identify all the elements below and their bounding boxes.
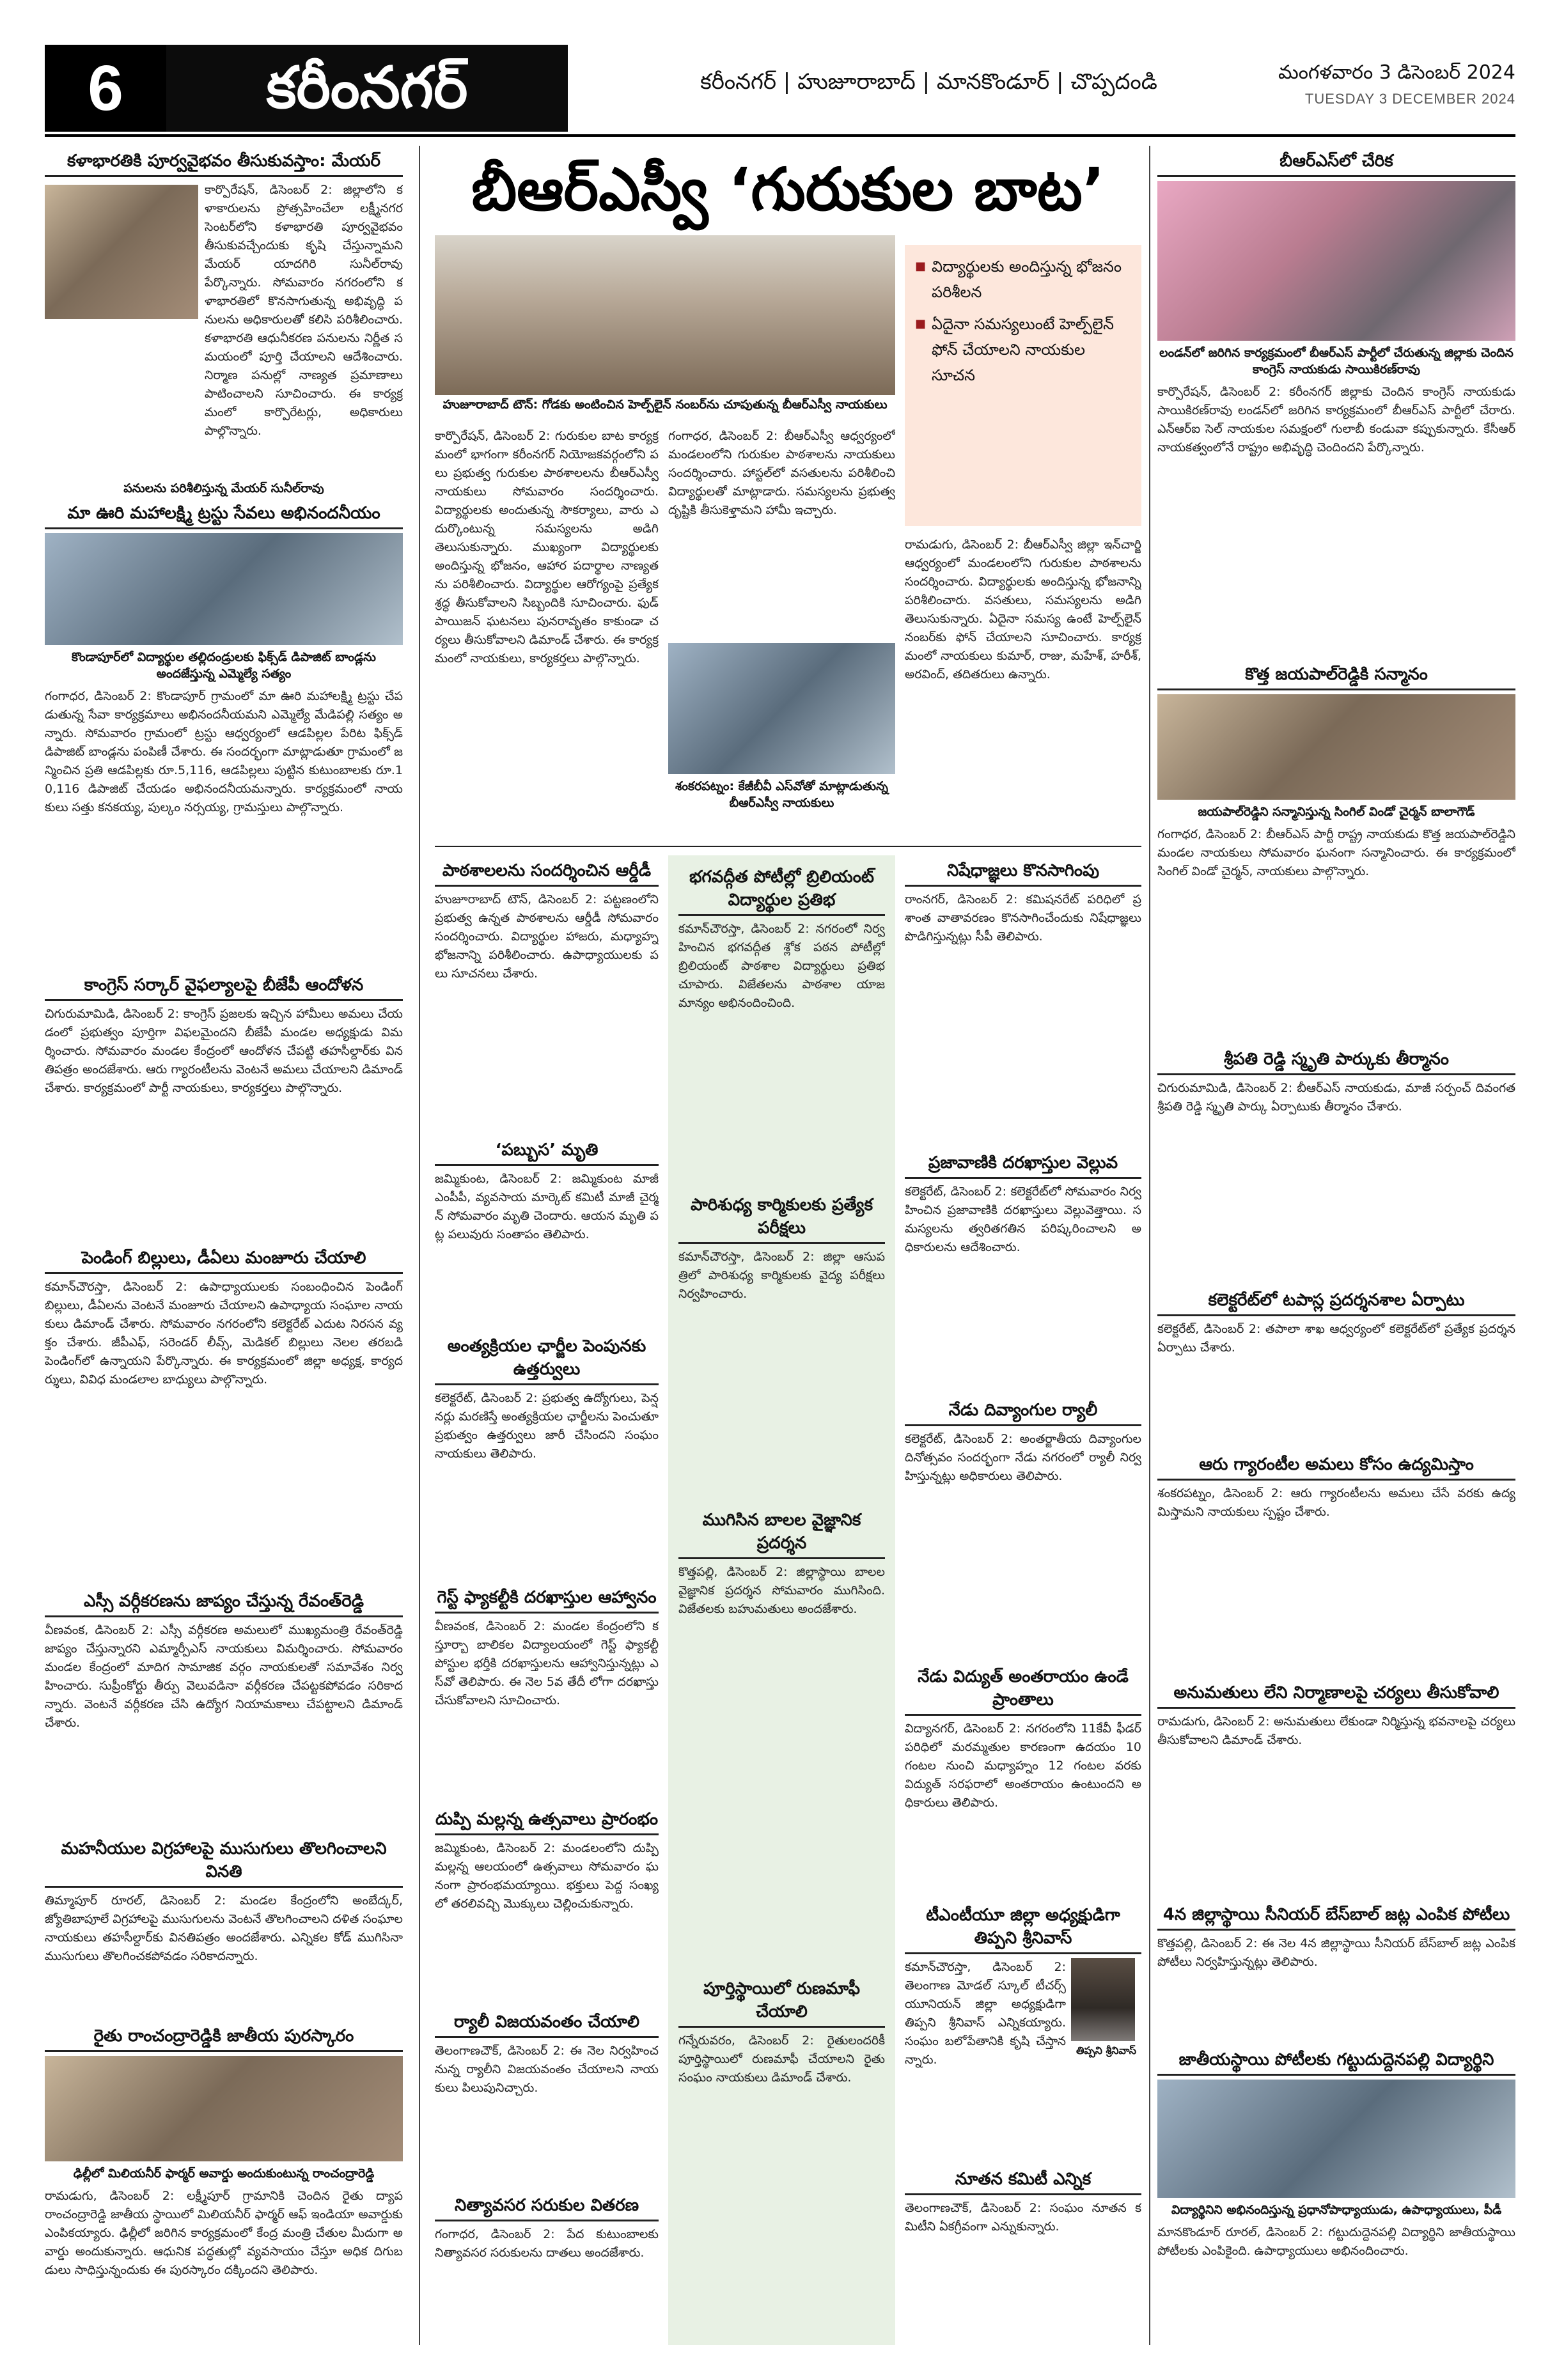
article-text: గంగాధర, డిసెంబర్ 2: కొండాపూర్ గ్రామంలో మా ఊరి మహాలక్ష్మి ట్రస్టు చేపడుతున్న సేవా కార్యక్రమాలు అభినందనీయమని ఎమ్మెల్యే మేడిపల్లి సత్యం అన్నారు. సోమవారం గ్రామంలో ట్రస్టు ఆధ్వర్యంలో ఆడపిల్లల పేరిట ఫిక్స్‌డ్ డిపాజిట్ బాండ్లను పంపిణీ చేశారు. ఈ సందర్భంగా మాట్లాడుతూ గ్రామంలో జన్మించిన ప్రతి ఆడపిల్లకు రూ.5,116, ఆడపిల్లలు పుట్టిన కుటుంబాలకు రూ.10,116 డిపాజిట్ చేయడం అభినందనీయమన్నారు. కార్యక్రమంలో నాయకులు సత్తు కనకయ్య, పుల్కం నర్సయ్య, గ్రామస్తులు పాల్గొన్నారు. (45, 689, 403, 814)
photo-srinivas (1071, 1958, 1135, 2041)
article-text: గంగాధర, డిసెంబర్ 2: బీఆర్ఎస్వీ ఆధ్వర్యంలో మండలంలోని గురుకుల పాఠశాలను నాయకులు సందర్శించారు. హాస్టల్‌లో వసతులను పరిశీలించి విద్యార్థులతో మాట్లాడారు. సమస్యలను ప్రభుత్వ దృష్టికి తీసుకెళ్తామని హామీ ఇచ్చారు. (668, 429, 895, 517)
article-text: కలెక్టరేట్, డిసెంబర్ 2: ప్రభుత్వ ఉద్యోగులు, పెన్షనర్లు మరణిస్తే అంత్యక్రియల ఛార్జీలను పెంచుతూ ప్రభుత్వం ఉత్తర్వులు జారీ చేసిందని సంఘం నాయకులు తెలిపారు. (435, 1391, 659, 1461)
article-text: రామడుగు, డిసెంబర్ 2: లక్ష్మీపూర్ గ్రామానికి చెందిన రైతు ద్యాప రాంచంద్రారెడ్డి జాతీయ స్థాయిలో మిలియనీర్ ఫార్మర్ ఆఫ్ ఇండియా అవార్డుకు ఎంపికయ్యారు. ఢిల్లీలో జరిగిన కార్యక్రమంలో కేంద్ర మంత్రి చేతుల మీదుగా అవార్డు అందుకున్నారు. ఆధునిక పద్ధతుల్లో వ్యవసాయం చేస్తూ అధిక దిగుబడులు సాధిస్తున్నందుకు ఈ పురస్కారం దక్కిందని తెలిపారు. (45, 2189, 403, 2277)
photo-students (435, 235, 895, 395)
page-number: 6 (45, 45, 166, 132)
photo-caption: పనులను పరిశీలిస్తున్న మేయర్ సునీల్‌రావు (123, 481, 324, 495)
headline: నిత్యావసర సరుకుల వితరణ (435, 2194, 659, 2221)
headline: ప్రజావాణికి దరఖాస్తుల వెల్లువ (905, 1151, 1141, 1179)
headline: రైతు రాంచంద్రారెడ్డికి జాతీయ పురస్కారం (45, 2025, 403, 2052)
headline: నిషేధాజ్ఞలు కొనసాగింపు (905, 859, 1141, 887)
headline: కాంగ్రెస్ సర్కార్ వైఫల్యాలపై బీజేపీ ఆందోళన (45, 974, 403, 1001)
photo-caption: విద్యార్థినిని అభినందిస్తున్న ప్రధానోపాధ్యాయుడు, ఉపాధ్యాయులు, పీడీ (1171, 2203, 1502, 2217)
headline: పెండింగ్ బిల్లులు, డీఏలు మంజూరు చేయాలి (45, 1247, 403, 1274)
photo-kgbv (668, 643, 895, 774)
headline: 4న జిల్లాస్థాయి సీనియర్ బేస్‌బాల్ జట్ల ఎంపిక పోటీలు (1157, 1903, 1515, 1931)
article-text: కమాన్‌చౌరస్తా, డిసెంబర్ 2: ఉపాధ్యాయులకు సంబంధించిన పెండింగ్ బిల్లులు, డీఏలను వెంటనే మంజూరు చేయాలని ఉపాధ్యాయ సంఘాల నాయకులు డిమాండ్ చేశారు. సోమవారం నగరంలోని కలెక్టరేట్ ఎదుట నిరసన వ్యక్తం చేశారు. జీపీఎఫ్, సరెండర్ లీవ్స్, మెడికల్ బిల్లులు నెలల తరబడి పెండింగ్‌లో ఉన్నాయని పేర్కొన్నారు. ఈ కార్యక్రమంలో జిల్లా అధ్యక్ష, కార్యదర్శులు, వివిధ మండలాల బాధ్యులు పాల్గొన్నారు. (45, 1280, 403, 1387)
headline: మహనీయుల విగ్రహాలపై ముసుగులు తొలగించాలని వినతి (45, 1837, 403, 1888)
column-divider (419, 146, 420, 2345)
lead-story-left (435, 235, 895, 418)
photo-felicitation (1157, 694, 1515, 800)
headline: శ్రీపతి రెడ్డి స్మృతి పార్కుకు తీర్మానం (1157, 1048, 1515, 1075)
headline: దుప్పి మల్లన్న ఉత్సవాలు ప్రారంభం (435, 1808, 659, 1835)
subcol-3 (905, 855, 1141, 2332)
article-text: మానకొండూర్ రూరల్, డిసెంబర్ 2: గట్టుదుద్దెనపల్లి విద్యార్థిని జాతీయస్థాయి పోటీలకు ఎంపికైంది. ఉపాధ్యాయులు అభినందించారు. (1157, 2225, 1515, 2258)
article-text: కలెక్టరేట్, డిసెంబర్ 2: అంతర్జాతీయ దివ్యాంగుల దినోత్సవం సందర్భంగా నేడు నగరంలో ర్యాలీ నిర్వహిస్తున్నట్లు అధికారులు తెలిపారు. (905, 1432, 1141, 1483)
photo-joining (1157, 181, 1515, 341)
left-column (45, 146, 403, 2345)
headline: పూర్తిస్థాయిలో రుణమాఫీ చేయాలి (678, 1977, 885, 2028)
article-text: కలెక్టరేట్, డిసెంబర్ 2: కలెక్టరేట్‌లో సోమవారం నిర్వహించిన ప్రజావాణికి దరఖాస్తులు వెల్లువెత్తాయి. సమస్యలను త్వరితగతిన పరిష్కరించాలని అధికారులను ఆదేశించారు. (905, 1185, 1141, 1254)
photo-caption: శంకరపట్నం: కేజీబీవీ ఎస్‌వోతో మాట్లాడుతున్న బీఆర్ఎస్వీ నాయకులు (675, 779, 889, 810)
photo-caption: హుజూరాబాద్ టౌన్: గోడకు అంటించిన హెల్ప్‌లైన్ నంబర్‌ను చూపుతున్న బీఆర్ఎస్వీ నాయకులు (442, 398, 888, 412)
headline: ఆరు గ్యారంటీల అమలు కోసం ఉద్యమిస్తాం (1157, 1453, 1515, 1481)
article-text: గంగాధర, డిసెంబర్ 2: పేద కుటుంబాలకు నిత్యావసర సరుకులను దాతలు అందజేశారు. (435, 2227, 659, 2260)
highlight-item: ■ ఏదైనా సమస్యలుంటే హెల్ప్‌లైన్ ఫోన్ చేయాలని నాయకుల సూచన (915, 311, 1131, 388)
article-text: కొత్తపల్లి, డిసెంబర్ 2: జిల్లాస్థాయి బాలల వైజ్ఞానిక ప్రదర్శన సోమవారం ముగిసింది. విజేతలకు బహుమతులు అందజేశారు. (678, 1565, 885, 1616)
article-text: వీణవంక, డిసెంబర్ 2: ఎస్సీ వర్గీకరణ అమలులో ముఖ్యమంత్రి రేవంత్‌రెడ్డి జాప్యం చేస్తున్నారని ఎమ్మార్పీఎస్ నాయకులు విమర్శించారు. సోమవారం మండల కేంద్రంలో మాదిగ సామాజిక వర్గం నాయకులతో సమావేశం నిర్వహించారు. సుప్రీంకోర్టు తీర్పు వెలువడినా వర్గీకరణ చేపట్టకపోవడం సరికాదన్నారు. వెంటనే వర్గీకరణ చేసి ఉద్యోగ నియామకాలు చేపట్టాలని డిమాండ్ చేశారు. (45, 1623, 403, 1730)
article-text: రామడుగు, డిసెంబర్ 2: అనుమతులు లేకుండా నిర్మిస్తున్న భవనాలపై చర్యలు తీసుకోవాలని డిమాండ్ చేశారు. (1157, 1715, 1515, 1747)
headline: నేడు విద్యుత్ అంతరాయం ఉండే ప్రాంతాలు (905, 1665, 1141, 1716)
headline: కొత్త జయపాల్‌రెడ్డికి సన్మానం (1157, 663, 1515, 690)
headline: పాఠశాలలను సందర్శించిన ఆర్డీడీ (435, 859, 659, 887)
lead-left-text (435, 427, 659, 841)
headline: ఎస్సీ వర్గీకరణను జాప్యం చేస్తున్న రేవంత్‌రెడ్డి (45, 1590, 403, 1617)
article-text: వీణవంక, డిసెంబర్ 2: మండల కేంద్రంలోని కస్తూర్బా బాలికల విద్యాలయంలో గెస్ట్ ఫ్యాకల్టీ పోస్టుల భర్తీకి దరఖాస్తులను ఆహ్వానిస్తున్నట్లు ఎస్‌వో తెలిపారు. ఈ నెల 5వ తేదీ లోగా దరఖాస్తు చేసుకోవాలని సూచించారు. (435, 1619, 659, 1707)
headline: అనుమతులు లేని నిర్మాణాలపై చర్యలు తీసుకోవాలి (1157, 1681, 1515, 1709)
photo-caption: కొండాపూర్‌లో విద్యార్థుల తల్లిదండ్రులకు ఫిక్స్‌డ్ డిపాజిట్ బాండ్లను అందజేస్తున్న ఎమ్మెల్యే సత్యం (72, 650, 376, 681)
article-text: తిమ్మాపూర్ రూరల్, డిసెంబర్ 2: మండల కేంద్రంలోని అంబేద్కర్, జ్యోతిబాపూలే విగ్రహాలపై ముసుగులను వెంటనే తొలగించాలని దళిత సంఘాల నాయకులు తహసీల్దార్‌కు వినతిపత్రం అందజేశారు. ఎన్నికల కోడ్ ముగిసినా ముసుగులు తొలగించకపోవడం సరికాదన్నారు. (45, 1894, 403, 1963)
column-divider (1149, 146, 1150, 2345)
section-title: కరీంనగర్ (166, 45, 568, 132)
article-text: కార్పొరేషన్, డిసెంబర్ 2: గురుకుల బాట కార్యక్రమంలో భాగంగా కరీంనగర్ నియోజకవర్గంలోని పలు ప్రభుత్వ గురుకుల పాఠశాలలను బీఆర్ఎస్వీ నాయకులు సోమవారం సందర్శించారు. విద్యార్థులకు అందుతున్న సౌకర్యాలు, వారు ఎదుర్కొంటున్న సమస్యలను అడిగి తెలుసుకున్నారు. ముఖ్యంగా విద్యార్థులకు అందిస్తున్న భోజనం, ఆహార పదార్థాల నాణ్యతను పరిశీలించారు. విద్యార్థుల ఆరోగ్యంపై ప్రత్యేక శ్రద్ధ తీసుకోవాలని సిబ్బందికి సూచించారు. ఫుడ్ పాయిజన్ ఘటనలు పునరావృతం కాకుండా చర్యలు తీసుకోవాలని డిమాండ్ చేశారు. ఈ కార్యక్రమంలో నాయకులు, కార్యకర్తలు పాల్గొన్నారు. (435, 429, 659, 665)
article-text: తెలంగాణచౌక్, డిసెంబర్ 2: ఈ నెల నిర్వహించనున్న ర్యాలీని విజయవంతం చేయాలని నాయకులు పిలుపునిచ్చారు. (435, 2044, 659, 2095)
subcol-1 (435, 855, 659, 2345)
article-text: కమాన్‌చౌరస్తా, డిసెంబర్ 2: నగరంలో నిర్వహించిన భగవద్గీత శ్లోక పఠన పోటీల్లో బ్రిలియంట్ పాఠశాల విద్యార్థులు ప్రతిభ చూపారు. విజేతలను పాఠశాల యాజమాన్యం అభినందించింది. (678, 922, 885, 1010)
headline: ‘పబ్బుస’ మృతి (435, 1139, 659, 1166)
article-text: గన్నేరువరం, డిసెంబర్ 2: రైతులందరికీ పూర్తిస్థాయిలో రుణమాఫీ చేయాలని రైతు సంఘం నాయకులు డిమాండ్ చేశారు. (678, 2034, 885, 2085)
photo-caption: తిప్పని శ్రీనివాస్ (1076, 2044, 1137, 2057)
headline: బీఆర్ఎస్‌లో చేరిక (1157, 150, 1515, 177)
photo-caption: లండన్‌లో జరిగిన కార్యక్రమంలో బీఆర్ఎస్ పార్టీలో చేరుతున్న జిల్లాకు చెందిన కాంగ్రెస్ నాయకుడు సాయికిరణ్‌రావు (1159, 346, 1514, 377)
article-text: రామడుగు, డిసెంబర్ 2: బీఆర్ఎస్వీ జిల్లా ఇన్‌చార్జి ఆధ్వర్యంలో మండలంలోని గురుకుల పాఠశాలను సందర్శించారు. విద్యార్థులకు అందిస్తున్న భోజనాన్ని పరిశీలించారు. వసతులు, సమస్యలను అడిగి తెలుసుకున్నారు. ఏదైనా సమస్య ఉంటే హెల్ప్‌లైన్ నంబర్‌కు ఫోన్ చేయాలని సూచించారు. కార్యక్రమంలో నాయకులు కుమార్, రాజు, మహేశ్, హరీశ్, అరవింద్, తదితరులు ఉన్నారు. (905, 538, 1141, 681)
article-text: విద్యానగర్, డిసెంబర్ 2: నగరంలోని 11కేవీ ఫీడర్ పరిధిలో మరమ్మతుల కారణంగా ఉదయం 10 గంటల నుంచి మధ్యాహ్నం 12 గంటల వరకు విద్యుత్ సరఫరాలో అంతరాయం ఉంటుందని అధికారులు తెలిపారు. (905, 1722, 1141, 1810)
headline: టీఎంటీయూ జిల్లా అధ్యక్షుడిగా తిప్పని శ్రీనివాస్ (905, 1904, 1141, 1954)
article-text: కమాన్‌చౌరస్తా, డిసెంబర్ 2: జిల్లా ఆసుపత్రిలో పారిశుధ్య కార్మికులకు వైద్య పరీక్షలు నిర్వహించారు. (678, 1250, 885, 1301)
lead-mid-text (668, 427, 895, 816)
headline: అంత్యక్రియల ఛార్జీల పెంపునకు ఉత్తర్వులు (435, 1335, 659, 1385)
headline: మా ఊరి మహాలక్ష్మి ట్రస్టు సేవలు అభినందనీయం (45, 502, 403, 529)
mugshot-block (1071, 1958, 1141, 2064)
photo-trust (45, 533, 403, 645)
lead-right-text (905, 536, 1141, 841)
masthead (45, 45, 1515, 132)
article-text: కార్పొరేషన్, డిసెంబర్ 2: జిల్లాలోని కళాకారులను ప్రోత్సహించేలా లక్ష్మీనగర సెంటర్‌లోని కళాభారతి పూర్వవైభవం తీసుకువచ్చేందుకు కృషి చేస్తున్నామని మేయర్ యాదగిరి సునీల్‌రావు పేర్కొన్నారు. సోమవారం నగరంలోని కళాభారతిలో కొనసాగుతున్న అభివృద్ధి పనులను అధికారులతో కలిసి పరిశీలించారు. కళాభారతి ఆధునీకరణ పనులను నిర్ణీత సమయంలో పూర్తి చేయాలని ఆదేశించారు. నిర్మాణ పనుల్లో నాణ్యత ప్రమాణాలు పాటించాలని సూచించారు. ఈ కార్యక్రమంలో కార్పొరేటర్లు, అధికారులు పాల్గొన్నారు. (205, 183, 403, 438)
headline: నూతన కమిటీ ఎన్నిక (905, 2168, 1141, 2195)
highlight-item: ■ విద్యార్థులకు అందిస్తున్న భోజనం పరిశీలన (915, 254, 1131, 305)
headline: నేడు దివ్యాంగుల ర్యాలీ (905, 1399, 1141, 1426)
headline: గెస్ట్ ఫ్యాకల్టీకి దరఖాస్తుల ఆహ్వానం (435, 1586, 659, 1614)
article-text: కలెక్టరేట్, డిసెంబర్ 2: తపాలా శాఖ ఆధ్వర్యంలో కలెక్టరేట్‌లో ప్రత్యేక ప్రదర్శన ఏర్పాటు చేశారు. (1157, 1322, 1515, 1355)
date-english: TUESDAY 3 DECEMBER 2024 (1304, 91, 1515, 107)
article-text: జమ్మికుంట, డిసెంబర్ 2: జమ్మికుంట మాజీ ఎంపీపీ, వ్యవసాయ మార్కెట్ కమిటీ మాజీ చైర్మన్ సోమవారం మృతి చెందారు. ఆయన మృతి పట్ల పలువురు సంతాపం తెలిపారు. (435, 1172, 659, 1241)
photo-award (45, 2056, 403, 2161)
headline: కళాభారతికి పూర్వవైభవం తీసుకువస్తాం: మేయర్ (45, 150, 403, 177)
photo-mayor (45, 185, 198, 319)
article-text: కార్పొరేషన్, డిసెంబర్ 2: కరీంనగర్ జిల్లాకు చెందిన కాంగ్రెస్ నాయకుడు సాయికిరణ్‌రావు లండన్‌లో జరిగిన కార్యక్రమంలో బీఆర్ఎస్ పార్టీలో చేరారు. ఎన్‌ఆర్‌ఐ సెల్ నాయకుల సమక్షంలో గులాబీ కండువా కప్పుకున్నారు. కేసీఆర్ నాయకత్వంలోనే రాష్ట్రం అభివృద్ధి చెందిందని పేర్కొన్నారు. (1157, 385, 1515, 455)
masthead-rule (45, 134, 1515, 137)
photo-student-award (1157, 2080, 1515, 2198)
photo-caption: ఢిల్లీలో మిలియనీర్ ఫార్మర్ అవార్డు అందుకుంటున్న రాంచంద్రారెడ్డి (73, 2166, 375, 2181)
article-text: గంగాధర, డిసెంబర్ 2: బీఆర్ఎస్ పార్టీ రాష్ట్ర నాయకుడు కొత్త జయపాల్‌రెడ్డిని మండల నాయకులు సోమవారం ఘనంగా సన్మానించారు. ఈ కార్యక్రమంలో సింగిల్ విండో చైర్మన్, నాయకులు పాల్గొన్నారు. (1157, 827, 1515, 878)
headline: పారిశుధ్య కార్మికులకు ప్రత్యేక పరీక్షలు (678, 1194, 885, 1244)
article-text: హుజూరాబాద్ టౌన్, డిసెంబర్ 2: పట్టణంలోని ప్రభుత్వ ఉన్నత పాఠశాలను ఆర్డీడీ సోమవారం సందర్శించారు. విద్యార్థుల హాజరు, మధ్యాహ్న భోజనాన్ని పరిశీలించారు. ఉపాధ్యాయులకు పలు సూచనలు చేశారు. (435, 892, 659, 981)
article-text: రాంనగర్, డిసెంబర్ 2: కమిషనరేట్ పరిధిలో ప్రశాంత వాతావరణం కొనసాగించేందుకు నిషేధాజ్ఞలు పొడిగిస్తున్నట్లు సీపీ తెలిపారు. (905, 892, 1141, 944)
headline: జాతీయస్థాయి పోటీలకు గట్టుదుద్దెనపల్లి విద్యార్థిని (1157, 2048, 1515, 2076)
headline: ర్యాలీ విజయవంతం చేయాలి (435, 2011, 659, 2038)
article-text: చిగురుమామిడి, డిసెంబర్ 2: కాంగ్రెస్ ప్రజలకు ఇచ్చిన హామీలు అమలు చేయడంలో ప్రభుత్వం పూర్తిగా విఫలమైందని బీజేపీ మండల అధ్యక్షుడు విమర్శించారు. సోమవారం మండల కేంద్రంలో ఆందోళన చేపట్టి తహసీల్దార్‌కు వినతిపత్రం అందజేశారు. ఆరు గ్యారంటీలను వెంటనే అమలు చేయాలని డిమాండ్ చేశారు. కార్యక్రమంలో పార్టీ నాయకులు, కార్యకర్తలు పాల్గొన్నారు. (45, 1007, 403, 1095)
main-headline: బీఆర్ఎస్వీ ‘గురుకుల బాట’ (471, 155, 1105, 224)
highlight-box (905, 245, 1141, 526)
article-text: జమ్మికుంట, డిసెంబర్ 2: మండలంలోని దుప్పి మల్లన్న ఆలయంలో ఉత్సవాలు సోమవారం ఘనంగా ప్రారంభమయ్యాయి. భక్తులు పెద్ద సంఖ్యలో తరలివచ్చి మొక్కులు చెల్లించుకున్నారు. (435, 1841, 659, 1911)
article-text: కొత్తపల్లి, డిసెంబర్ 2: ఈ నెల 4న జిల్లాస్థాయి సీనియర్ బేస్‌బాల్ జట్ల ఎంపిక పోటీలు నిర్వహిస్తున్నట్లు తెలిపారు. (1157, 1936, 1515, 1969)
article-text: శంకరపట్నం, డిసెంబర్ 2: ఆరు గ్యారంటీలను అమలు చేసే వరకు ఉద్యమిస్తామని నాయకులు స్పష్టం చేశారు. (1157, 1486, 1515, 1519)
headline: కలెక్టరేట్‌లో టపాస్ల ప్రదర్శనశాల ఏర్పాటు (1157, 1289, 1515, 1316)
headline: భగవద్గీత పోటీల్లో బ్రిలియంట్ విద్యార్థుల ప్రతిభ (678, 866, 885, 916)
headline: ముగిసిన బాలల వైజ్ఞానిక ప్రదర్శన (678, 1509, 885, 1559)
subcol-2 (668, 855, 895, 2345)
center-column (435, 146, 1141, 2345)
article-text: చిగురుమామిడి, డిసెంబర్ 2: బీఆర్ఎస్ నాయకుడు, మాజీ సర్పంచ్ దివంగత శ్రీపతి రెడ్డి స్మృతి పార్కు ఏర్పాటుకు తీర్మానం చేశారు. (1157, 1081, 1515, 1114)
date-telugu: మంగళవారం 3 డిసెంబర్ 2024 (1278, 61, 1515, 84)
photo-caption: జయపాల్‌రెడ్డిని సన్మానిస్తున్న సింగిల్ విండో చైర్మన్ బాలాగౌడ్ (1198, 805, 1475, 819)
divider (435, 846, 1141, 847)
section-subtitle: కరీంనగర్ | హుజూరాబాద్ | మానకొండూర్ | చొప్పదండి (700, 69, 1157, 95)
right-column (1157, 146, 1515, 2345)
article-text: కమాన్‌చౌరస్తా, డిసెంబర్ 2: తెలంగాణ మోడల్ స్కూల్ టీచర్స్ యూనియన్ జిల్లా అధ్యక్షుడిగా తిప్పని శ్రీనివాస్ ఎన్నికయ్యారు. సంఘం బలోపేతానికి కృషి చేస్తానన్నారు. (905, 1960, 1066, 2067)
article-text: తెలంగాణచౌక్, డిసెంబర్ 2: సంఘం నూతన కమిటీని ఏకగ్రీవంగా ఎన్నుకున్నారు. (905, 2201, 1141, 2234)
